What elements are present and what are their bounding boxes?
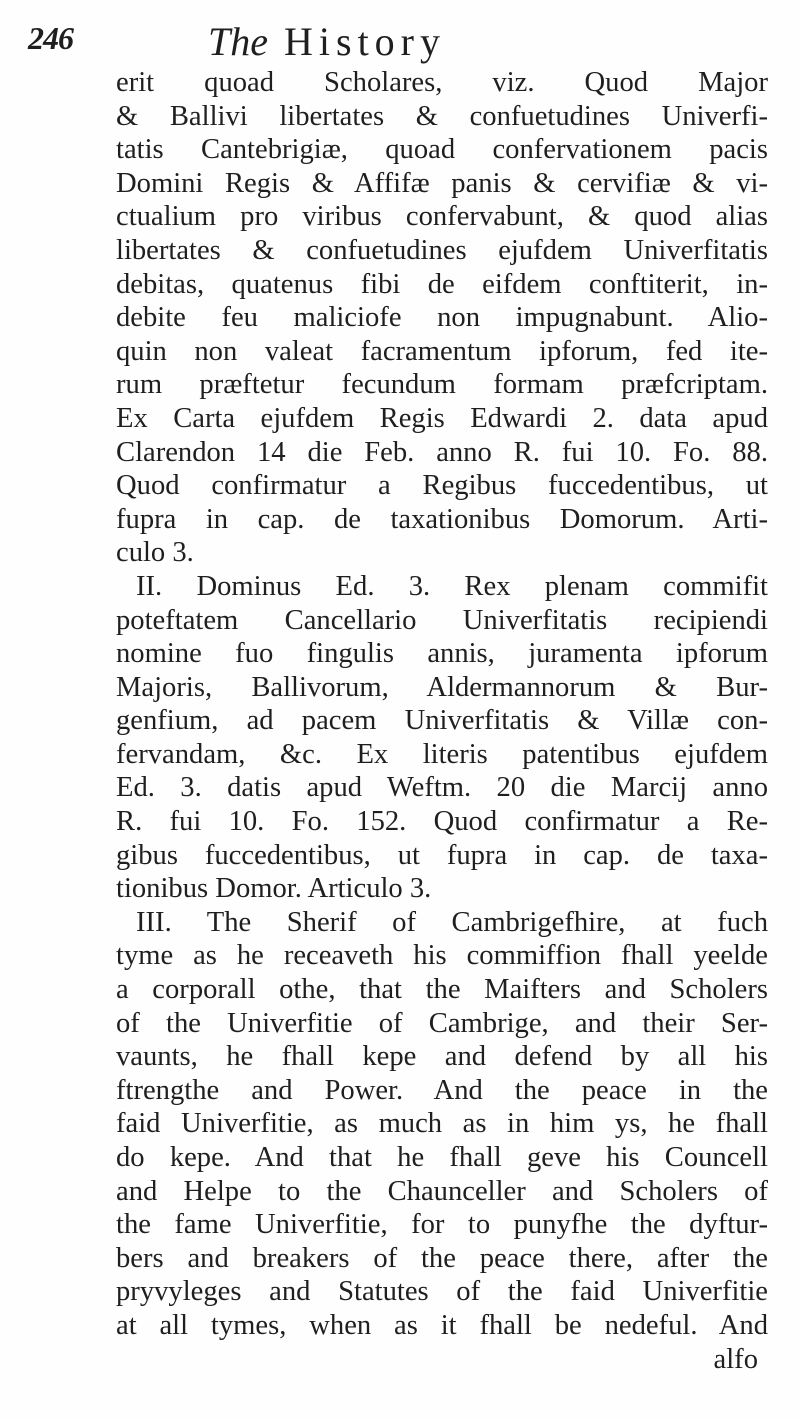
text-line: ctualium pro viribus confervabunt, & quod alias (116, 201, 768, 233)
text-line: debitas, quatenus fibi de eifdem conftiterit, in- (116, 268, 768, 300)
text-line: fervandam, &c. Ex literis patentibus ejufdem (116, 738, 768, 770)
text-line: Ex Carta ejufdem Regis Edwardi 2. data apud (116, 402, 768, 434)
text-line: rum præftetur fecundum formam præfcriptam. (116, 369, 768, 401)
running-head-the: The (208, 19, 268, 64)
catchword: alfo (713, 1343, 758, 1375)
text-line: nomine fuo fingulis annis, juramenta ipforum (116, 638, 768, 670)
text-line: tyme as he receaveth his commiffion fhall yeelde (116, 940, 768, 972)
text-line: libertates & confuetudines ejufdem Univerfitatis (116, 234, 768, 266)
text-line: III. The Sherif of Cambrigefhire, at fuch (136, 906, 768, 938)
text-line: at all tymes, when as it fhall be nedeful. And (116, 1309, 768, 1341)
text-line: Majoris, Ballivorum, Aldermannorum & Bur- (116, 671, 768, 703)
text-line: & Ballivi libertates & confuetudines Univerfi- (116, 100, 768, 132)
text-line: Domini Regis & Affifæ panis & cervifiæ & vi- (116, 167, 768, 199)
page-number: 246 (28, 20, 73, 56)
text-line: II. Dominus Ed. 3. Rex plenam commifit (136, 570, 768, 602)
text-line: gibus fuccedentibus, ut fupra in cap. de taxa- (116, 839, 768, 871)
text-line: tionibus Domor. Articulo 3. (116, 873, 432, 905)
text-line: the fame Univerfitie, for to punyfhe the dyftur- (116, 1209, 768, 1241)
text-line: do kepe. And that he fhall geve his Councell (116, 1142, 768, 1173)
running-head (208, 18, 446, 65)
text-line: a corporall othe, that the Maifters and Scholers (116, 974, 768, 1006)
text-line: Quod confirmatur a Regibus fuccedentibus, ut (116, 470, 768, 502)
text-line: genfium, ad pacem Univerfitatis & Villæ con- (116, 705, 768, 737)
text-line: ftrengthe and Power. And the peace in the (116, 1074, 768, 1106)
body-text (116, 66, 768, 1376)
text-line: R. fui 10. Fo. 152. Quod confirmatur a Re- (116, 806, 768, 838)
text-line: pryvyleges and Statutes of the faid Univerfitie (116, 1276, 768, 1308)
text-line: culo 3. (116, 537, 194, 569)
text-line: poteftatem Cancellario Univerfitatis recipiendi (116, 604, 768, 636)
text-line: Ed. 3. datis apud Weftm. 20 die Marcij anno (116, 772, 768, 804)
text-line: Clarendon 14 die Feb. anno R. fui 10. Fo. 88. (116, 436, 768, 468)
text-line: quin non valeat facramentum ipforum, fed ite- (116, 335, 768, 367)
text-line: fupra in cap. de taxationibus Domorum. Arti- (116, 503, 768, 535)
text-line: and Helpe to the Chaunceller and Scholers of (116, 1175, 768, 1207)
text-line: bers and breakers of the peace there, after the (116, 1242, 768, 1274)
text-line: debite feu maliciofe non impugnabunt. Alio- (116, 302, 768, 334)
text-line: vaunts, he fhall kepe and defend by all his (116, 1041, 768, 1073)
text-line: tatis Cantebrigiæ, quoad confervationem pacis (116, 134, 768, 166)
text-line: of the Univerfitie of Cambrige, and their Ser- (116, 1007, 768, 1039)
text-line: faid Univerfitie, as much as in him ys, he fhall (116, 1108, 768, 1140)
running-head-history: History (284, 19, 446, 64)
text-line: erit quoad Scholares, viz. Quod Major (116, 67, 768, 98)
